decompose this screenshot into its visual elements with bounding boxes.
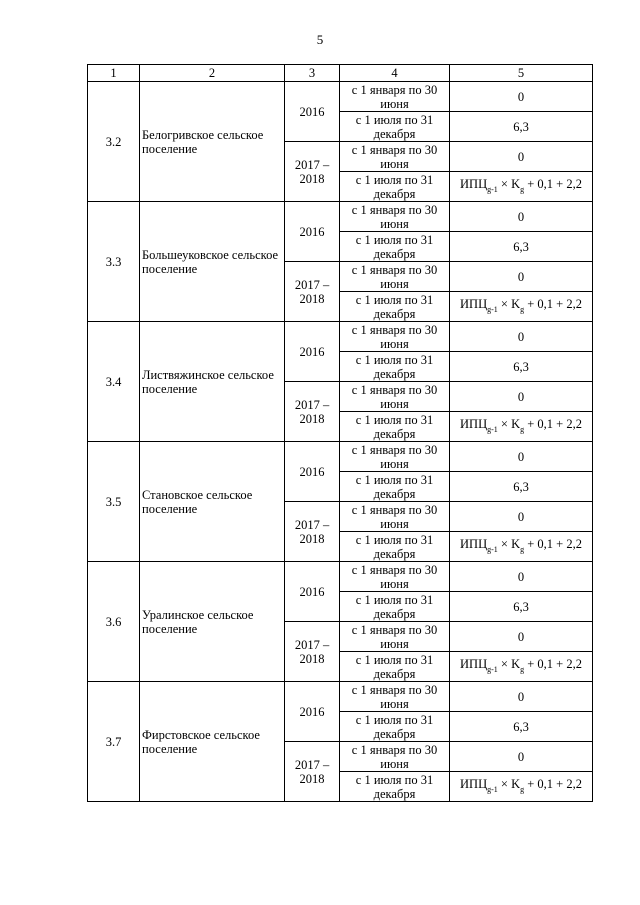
- period-cell: с 1 января по 30 июня: [340, 622, 450, 652]
- formula-cpi-subscript: g-1: [487, 664, 498, 674]
- value-cell: 0: [450, 562, 593, 592]
- formula-cpi-symbol: ИПЦ: [460, 176, 488, 191]
- formula-coefficient-symbol: K: [511, 296, 521, 311]
- formula-cpi-subscript: g-1: [487, 184, 498, 194]
- period-cell: с 1 января по 30 июня: [340, 142, 450, 172]
- value-cell: 6,3: [450, 712, 593, 742]
- item-number-cell: 3.3: [88, 202, 140, 322]
- period-cell: с 1 января по 30 июня: [340, 322, 450, 352]
- period-cell: с 1 июля по 31 декабря: [340, 292, 450, 322]
- year-cell: 2016: [285, 562, 340, 622]
- period-cell: с 1 января по 30 июня: [340, 502, 450, 532]
- year-cell: 2017 – 2018: [285, 382, 340, 442]
- table-row: [88, 562, 593, 592]
- formula-coefficient-subscript: g: [520, 184, 525, 194]
- year-cell: 2017 – 2018: [285, 262, 340, 322]
- value-cell: 0: [450, 82, 593, 112]
- item-number-cell: 3.4: [88, 322, 140, 442]
- formula-cell: [450, 172, 593, 202]
- formula-tail: + 0,1 + 2,2: [524, 536, 582, 551]
- value-cell: 6,3: [450, 592, 593, 622]
- formula-cell: [450, 292, 593, 322]
- year-cell: 2017 – 2018: [285, 742, 340, 802]
- formula-operator: ×: [497, 176, 512, 191]
- year-cell: 2016: [285, 682, 340, 742]
- settlement-name-cell: Становское сельское поселение: [140, 442, 285, 562]
- item-number-cell: 3.2: [88, 82, 140, 202]
- value-cell: 0: [450, 682, 593, 712]
- year-cell: 2016: [285, 442, 340, 502]
- formula-operator: ×: [497, 776, 512, 791]
- header-cell-col3: 3: [285, 65, 340, 82]
- period-cell: с 1 июля по 31 декабря: [340, 652, 450, 682]
- year-cell: 2017 – 2018: [285, 622, 340, 682]
- period-cell: с 1 января по 30 июня: [340, 442, 450, 472]
- period-cell: с 1 июля по 31 декабря: [340, 712, 450, 742]
- year-cell: 2016: [285, 322, 340, 382]
- formula-coefficient-symbol: K: [511, 416, 521, 431]
- header-cell-col4: 4: [340, 65, 450, 82]
- formula-tail: + 0,1 + 2,2: [524, 176, 582, 191]
- formula-cpi-symbol: ИПЦ: [460, 656, 488, 671]
- formula-cpi-subscript: g-1: [487, 424, 498, 434]
- formula-coefficient-symbol: K: [511, 176, 521, 191]
- formula-coefficient-subscript: g: [520, 424, 525, 434]
- formula-operator: ×: [497, 656, 512, 671]
- table-row: [88, 82, 593, 112]
- formula-cell: [450, 652, 593, 682]
- formula-coefficient-symbol: K: [511, 776, 521, 791]
- period-cell: с 1 июля по 31 декабря: [340, 592, 450, 622]
- settlement-name-cell: Белогривское сельское поселение: [140, 82, 285, 202]
- period-cell: с 1 июля по 31 декабря: [340, 772, 450, 802]
- formula-cpi-symbol: ИПЦ: [460, 416, 488, 431]
- year-cell: 2017 – 2018: [285, 142, 340, 202]
- formula-cell: [450, 532, 593, 562]
- formula-coefficient-symbol: K: [511, 536, 521, 551]
- period-cell: с 1 января по 30 июня: [340, 382, 450, 412]
- period-cell: с 1 июля по 31 декабря: [340, 412, 450, 442]
- formula-cpi-subscript: g-1: [487, 304, 498, 314]
- period-cell: с 1 июля по 31 декабря: [340, 172, 450, 202]
- settlement-name-cell: Большеуковское сельское поселение: [140, 202, 285, 322]
- formula-operator: ×: [497, 416, 512, 431]
- formula-operator: ×: [497, 296, 512, 311]
- period-cell: с 1 июля по 31 декабря: [340, 232, 450, 262]
- period-cell: с 1 июля по 31 декабря: [340, 532, 450, 562]
- item-number-cell: 3.7: [88, 682, 140, 802]
- table-row: [88, 322, 593, 352]
- period-cell: с 1 января по 30 июня: [340, 562, 450, 592]
- tariff-table: [87, 64, 593, 802]
- period-cell: с 1 января по 30 июня: [340, 82, 450, 112]
- value-cell: 0: [450, 322, 593, 352]
- formula-tail: + 0,1 + 2,2: [524, 296, 582, 311]
- item-number-cell: 3.5: [88, 442, 140, 562]
- header-cell-col5: 5: [450, 65, 593, 82]
- year-cell: 2016: [285, 202, 340, 262]
- formula-cpi-subscript: g-1: [487, 544, 498, 554]
- value-cell: 0: [450, 382, 593, 412]
- period-cell: с 1 июля по 31 декабря: [340, 112, 450, 142]
- header-row: [88, 65, 593, 82]
- year-cell: 2017 – 2018: [285, 502, 340, 562]
- page-number: 5: [316, 32, 324, 47]
- table-row: [88, 682, 593, 712]
- formula-cpi-symbol: ИПЦ: [460, 536, 488, 551]
- period-cell: с 1 января по 30 июня: [340, 262, 450, 292]
- formula-cpi-symbol: ИПЦ: [460, 776, 488, 791]
- formula-tail: + 0,1 + 2,2: [524, 776, 582, 791]
- formula-operator: ×: [497, 536, 512, 551]
- value-cell: 6,3: [450, 112, 593, 142]
- value-cell: 0: [450, 202, 593, 232]
- formula-coefficient-subscript: g: [520, 544, 525, 554]
- period-cell: с 1 января по 30 июня: [340, 682, 450, 712]
- formula-coefficient-subscript: g: [520, 784, 525, 794]
- year-cell: 2016: [285, 82, 340, 142]
- settlement-name-cell: Листвяжинское сельское поселение: [140, 322, 285, 442]
- settlement-name-cell: Фирстовское сельское поселение: [140, 682, 285, 802]
- item-number-cell: 3.6: [88, 562, 140, 682]
- formula-cell: [450, 412, 593, 442]
- table-row: [88, 202, 593, 232]
- value-cell: 6,3: [450, 232, 593, 262]
- value-cell: 0: [450, 502, 593, 532]
- value-cell: 0: [450, 742, 593, 772]
- period-cell: с 1 января по 30 июня: [340, 202, 450, 232]
- settlement-name-cell: Уралинское сельское поселение: [140, 562, 285, 682]
- formula-coefficient-subscript: g: [520, 664, 525, 674]
- header-cell-col2: 2: [140, 65, 285, 82]
- table-row: [88, 442, 593, 472]
- formula-coefficient-subscript: g: [520, 304, 525, 314]
- value-cell: 6,3: [450, 472, 593, 502]
- value-cell: 6,3: [450, 352, 593, 382]
- formula-coefficient-symbol: K: [511, 656, 521, 671]
- formula-cpi-symbol: ИПЦ: [460, 296, 488, 311]
- formula-cell: [450, 772, 593, 802]
- header-cell-col1: 1: [88, 65, 140, 82]
- period-cell: с 1 июля по 31 декабря: [340, 472, 450, 502]
- formula-cpi-subscript: g-1: [487, 784, 498, 794]
- formula-tail: + 0,1 + 2,2: [524, 416, 582, 431]
- formula-tail: + 0,1 + 2,2: [524, 656, 582, 671]
- value-cell: 0: [450, 262, 593, 292]
- period-cell: с 1 июля по 31 декабря: [340, 352, 450, 382]
- value-cell: 0: [450, 622, 593, 652]
- value-cell: 0: [450, 442, 593, 472]
- period-cell: с 1 января по 30 июня: [340, 742, 450, 772]
- value-cell: 0: [450, 142, 593, 172]
